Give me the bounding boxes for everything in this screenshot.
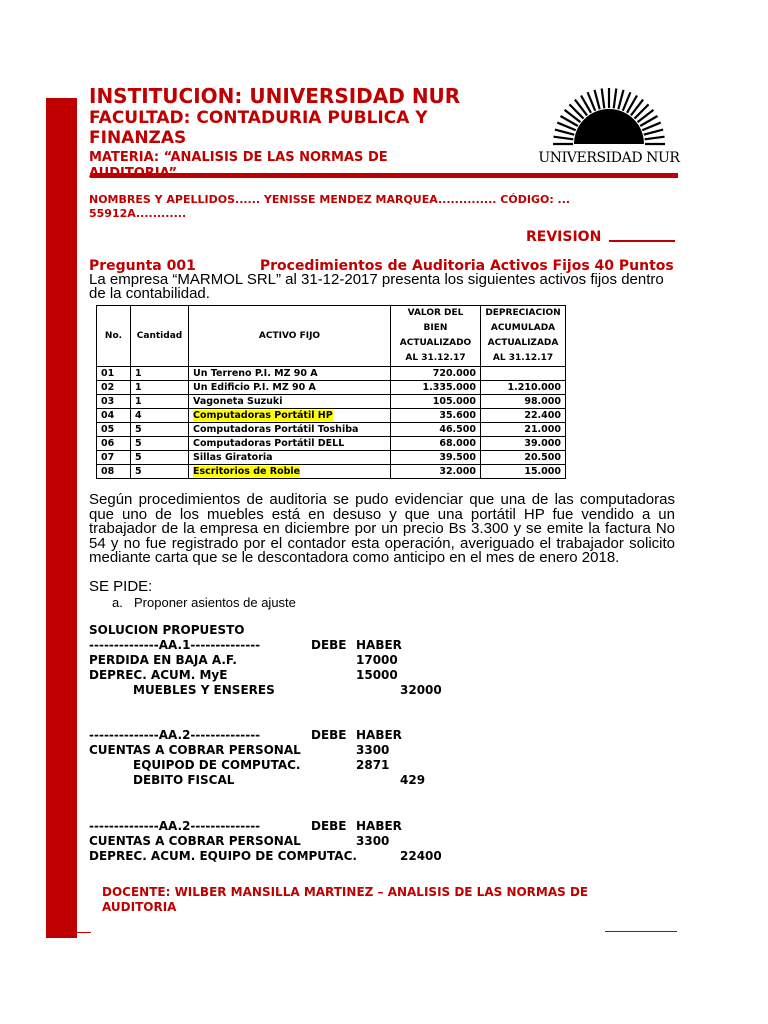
account-name: MUEBLES Y ENSERES bbox=[133, 683, 275, 697]
account-name: CUENTAS A COBRAR PERSONAL bbox=[89, 743, 301, 757]
revision-underline bbox=[609, 240, 675, 242]
debe-amount: 3300 bbox=[356, 743, 390, 757]
cell-cantidad-text: 5 bbox=[135, 438, 142, 449]
cell-cantidad bbox=[131, 423, 189, 437]
col-header-cantidad: Cantidad bbox=[131, 306, 189, 367]
cell-cantidad bbox=[131, 381, 189, 395]
entry-separator: --------------AA.1-------------- bbox=[89, 638, 261, 652]
debe-amount: 15000 bbox=[356, 668, 398, 682]
cell-no-text: 01 bbox=[101, 368, 115, 379]
logo-ray bbox=[602, 88, 605, 108]
cell-cantidad-text: 1 bbox=[135, 368, 142, 379]
cell-no-text: 04 bbox=[101, 410, 115, 421]
cell-no-text: 06 bbox=[101, 438, 115, 449]
cell-valor bbox=[391, 437, 481, 451]
cell-no-text: 05 bbox=[101, 424, 115, 435]
table-row bbox=[97, 423, 566, 437]
solution-title: SOLUCION PROPUESTO bbox=[89, 623, 245, 637]
cell-depreciacion bbox=[481, 367, 566, 381]
docente-footer: DOCENTE: WILBER MANSILLA MARTINEZ – ANALISIS DE LAS NORMAS DE AUDITORIA bbox=[102, 885, 589, 914]
entry-separator: --------------AA.2-------------- bbox=[89, 728, 261, 742]
cell-valor-text: 35.600 bbox=[439, 410, 476, 421]
cell-activo bbox=[189, 367, 391, 381]
account-name: DEBITO FISCAL bbox=[133, 773, 235, 787]
cell-no bbox=[97, 423, 131, 437]
cell-no-text: 03 bbox=[101, 396, 115, 407]
cell-activo-text: Computadoras Portátil Toshiba bbox=[193, 424, 359, 435]
haber-amount: 429 bbox=[400, 773, 426, 787]
cell-depreciacion-text: 15.000 bbox=[524, 466, 561, 477]
cell-activo-text: Computadoras Portátil DELL bbox=[193, 438, 345, 449]
haber-amount: 22400 bbox=[400, 849, 442, 863]
logo-text: UNIVERSIDAD NUR bbox=[538, 150, 680, 166]
question-label: Pregunta 001 bbox=[89, 258, 196, 274]
cell-activo bbox=[189, 381, 391, 395]
revision-label: REVISION bbox=[526, 229, 602, 245]
cell-no bbox=[97, 465, 131, 479]
debe-amount: 3300 bbox=[356, 834, 390, 848]
table-row bbox=[97, 465, 566, 479]
cell-valor bbox=[391, 465, 481, 479]
debe-amount: 17000 bbox=[356, 653, 398, 667]
cell-cantidad bbox=[131, 451, 189, 465]
cell-depreciacion bbox=[481, 465, 566, 479]
cell-activo bbox=[189, 451, 391, 465]
se-pide-heading: SE PIDE: bbox=[89, 578, 153, 595]
haber-amount: 32000 bbox=[400, 683, 442, 697]
cell-depreciacion-text: 98.000 bbox=[524, 396, 561, 407]
cell-activo-text: Sillas Giratoria bbox=[193, 452, 273, 463]
cell-valor bbox=[391, 395, 481, 409]
cell-valor-text: 1.335.000 bbox=[422, 382, 476, 393]
list-item-marker: a. bbox=[112, 595, 123, 610]
table-row bbox=[97, 395, 566, 409]
cell-no bbox=[97, 381, 131, 395]
table-row bbox=[97, 367, 566, 381]
cell-depreciacion bbox=[481, 409, 566, 423]
logo-ray bbox=[555, 130, 574, 135]
question-intro: La empresa “MARMOL SRL” al 31-12-2017 presenta los siguientes activos fijos dentro de la contabilidad. bbox=[89, 271, 664, 302]
cell-valor-text: 720.000 bbox=[432, 368, 476, 379]
logo-ray bbox=[645, 137, 665, 140]
cell-activo-text: Computadoras Portátil HP bbox=[193, 410, 333, 421]
cell-valor-text: 68.000 bbox=[439, 438, 476, 449]
col-header-depreciacion: DEPRECIACION ACUMULADA ACTUALIZADA AL 31.12.17 bbox=[481, 306, 566, 367]
cell-valor-text: 39.500 bbox=[439, 452, 476, 463]
cell-valor bbox=[391, 451, 481, 465]
haber-header: HABER bbox=[356, 819, 402, 833]
cell-cantidad-text: 4 bbox=[135, 410, 142, 421]
header-facultad: FACULTAD: CONTADURIA PUBLICA Y FINANZAS bbox=[89, 108, 428, 148]
cell-no bbox=[97, 395, 131, 409]
cell-cantidad bbox=[131, 437, 189, 451]
cell-no bbox=[97, 451, 131, 465]
header-divider bbox=[90, 173, 678, 178]
cell-activo-text: Escritorios de Roble bbox=[193, 466, 301, 477]
cell-cantidad-text: 5 bbox=[135, 452, 142, 463]
assets-table bbox=[96, 305, 566, 479]
cell-cantidad bbox=[131, 367, 189, 381]
left-red-bar bbox=[46, 98, 77, 938]
student-info: NOMBRES Y APELLIDOS...... YENISSE MENDEZ MARQUEA.............. CÓDIGO: ... 55912A............ bbox=[89, 193, 571, 220]
cell-no-text: 02 bbox=[101, 382, 115, 393]
cell-depreciacion-text: 20.500 bbox=[524, 452, 561, 463]
cell-depreciacion-text: 1.210.000 bbox=[507, 382, 561, 393]
cell-valor bbox=[391, 423, 481, 437]
cell-cantidad-text: 1 bbox=[135, 382, 142, 393]
col-header-valor: VALOR DEL BIEN ACTUALIZADO AL 31.12.17 bbox=[391, 306, 481, 367]
cell-valor bbox=[391, 381, 481, 395]
haber-header: HABER bbox=[356, 638, 402, 652]
cell-depreciacion bbox=[481, 395, 566, 409]
cell-no bbox=[97, 367, 131, 381]
cell-cantidad-text: 5 bbox=[135, 424, 142, 435]
cell-cantidad-text: 1 bbox=[135, 396, 142, 407]
col-header-activo: ACTIVO FIJO bbox=[189, 306, 391, 367]
cell-valor bbox=[391, 367, 481, 381]
cell-depreciacion bbox=[481, 451, 566, 465]
cell-cantidad bbox=[131, 465, 189, 479]
cell-no bbox=[97, 409, 131, 423]
table-row bbox=[97, 381, 566, 395]
cell-activo bbox=[189, 437, 391, 451]
header-materia: MATERIA: “ANALISIS DE LAS NORMAS DE bbox=[89, 150, 388, 165]
table-row bbox=[97, 451, 566, 465]
cell-activo bbox=[189, 409, 391, 423]
cell-activo bbox=[189, 423, 391, 437]
logo-ray bbox=[553, 137, 573, 140]
footer-line-left bbox=[46, 932, 91, 933]
table-row bbox=[97, 437, 566, 451]
debe-header: DEBE bbox=[311, 819, 347, 833]
cell-valor-text: 32.000 bbox=[439, 466, 476, 477]
footer-line-right bbox=[605, 931, 677, 932]
debe-header: DEBE bbox=[311, 728, 347, 742]
account-name: PERDIDA EN BAJA A.F. bbox=[89, 653, 237, 667]
debe-amount: 2871 bbox=[356, 758, 390, 772]
account-name: DEPREC. ACUM. MyE bbox=[89, 668, 228, 682]
cell-cantidad bbox=[131, 409, 189, 423]
account-name: DEPREC. ACUM. EQUIPO DE COMPUTAC. bbox=[89, 849, 357, 863]
cell-valor-text: 105.000 bbox=[432, 396, 476, 407]
entry-separator: --------------AA.2-------------- bbox=[89, 819, 261, 833]
list-item-text: Proponer asientos de ajuste bbox=[134, 595, 296, 610]
cell-no bbox=[97, 437, 131, 451]
account-name: EQUIPOD DE COMPUTAC. bbox=[133, 758, 301, 772]
cell-depreciacion-text: 39.000 bbox=[524, 438, 561, 449]
cell-activo-text: Un Edificio P.I. MZ 90 A bbox=[193, 382, 316, 393]
logo-ray bbox=[644, 130, 663, 135]
list-item bbox=[112, 595, 296, 610]
cell-valor-text: 46.500 bbox=[439, 424, 476, 435]
cell-activo bbox=[189, 395, 391, 409]
findings-paragraph: Según procedimientos de auditoria se pudo evidenciar que una de las computadoras que uno de los muebles está en desuso y que una portátil HP fue vendido a un trabajador de la empresa en diciembre por un precio Bs 3.300 y se emite la factura No 54 y no fue registrado por el contador esta operación, averiguado el trabajador solicito mediante carta que se le descontadora como anticipo en el mes de enero 2018. bbox=[89, 491, 675, 566]
logo-ray bbox=[614, 88, 617, 108]
cell-depreciacion bbox=[481, 437, 566, 451]
cell-depreciacion-text: 22.400 bbox=[524, 410, 561, 421]
question-topic: Procedimientos de Auditoria Activos Fijos 40 Puntos bbox=[259, 258, 674, 274]
cell-valor bbox=[391, 409, 481, 423]
cell-activo-text: Vagoneta Suzuki bbox=[193, 396, 283, 407]
cell-depreciacion bbox=[481, 423, 566, 437]
table-row bbox=[97, 409, 566, 423]
cell-depreciacion bbox=[481, 381, 566, 395]
cell-no-text: 07 bbox=[101, 452, 115, 463]
debe-header: DEBE bbox=[311, 638, 347, 652]
cell-activo-text: Un Terreno P.I. MZ 90 A bbox=[193, 368, 318, 379]
cell-depreciacion-text: 21.000 bbox=[524, 424, 561, 435]
cell-cantidad-text: 5 bbox=[135, 466, 142, 477]
haber-header: HABER bbox=[356, 728, 402, 742]
cell-no-text: 08 bbox=[101, 466, 115, 477]
header-institucion: INSTITUCION: UNIVERSIDAD NUR bbox=[89, 84, 461, 108]
cell-cantidad bbox=[131, 395, 189, 409]
logo-ray bbox=[618, 90, 623, 109]
account-name: CUENTAS A COBRAR PERSONAL bbox=[89, 834, 301, 848]
col-header-no: No. bbox=[97, 306, 131, 367]
cell-activo bbox=[189, 465, 391, 479]
logo-ray bbox=[595, 90, 600, 109]
